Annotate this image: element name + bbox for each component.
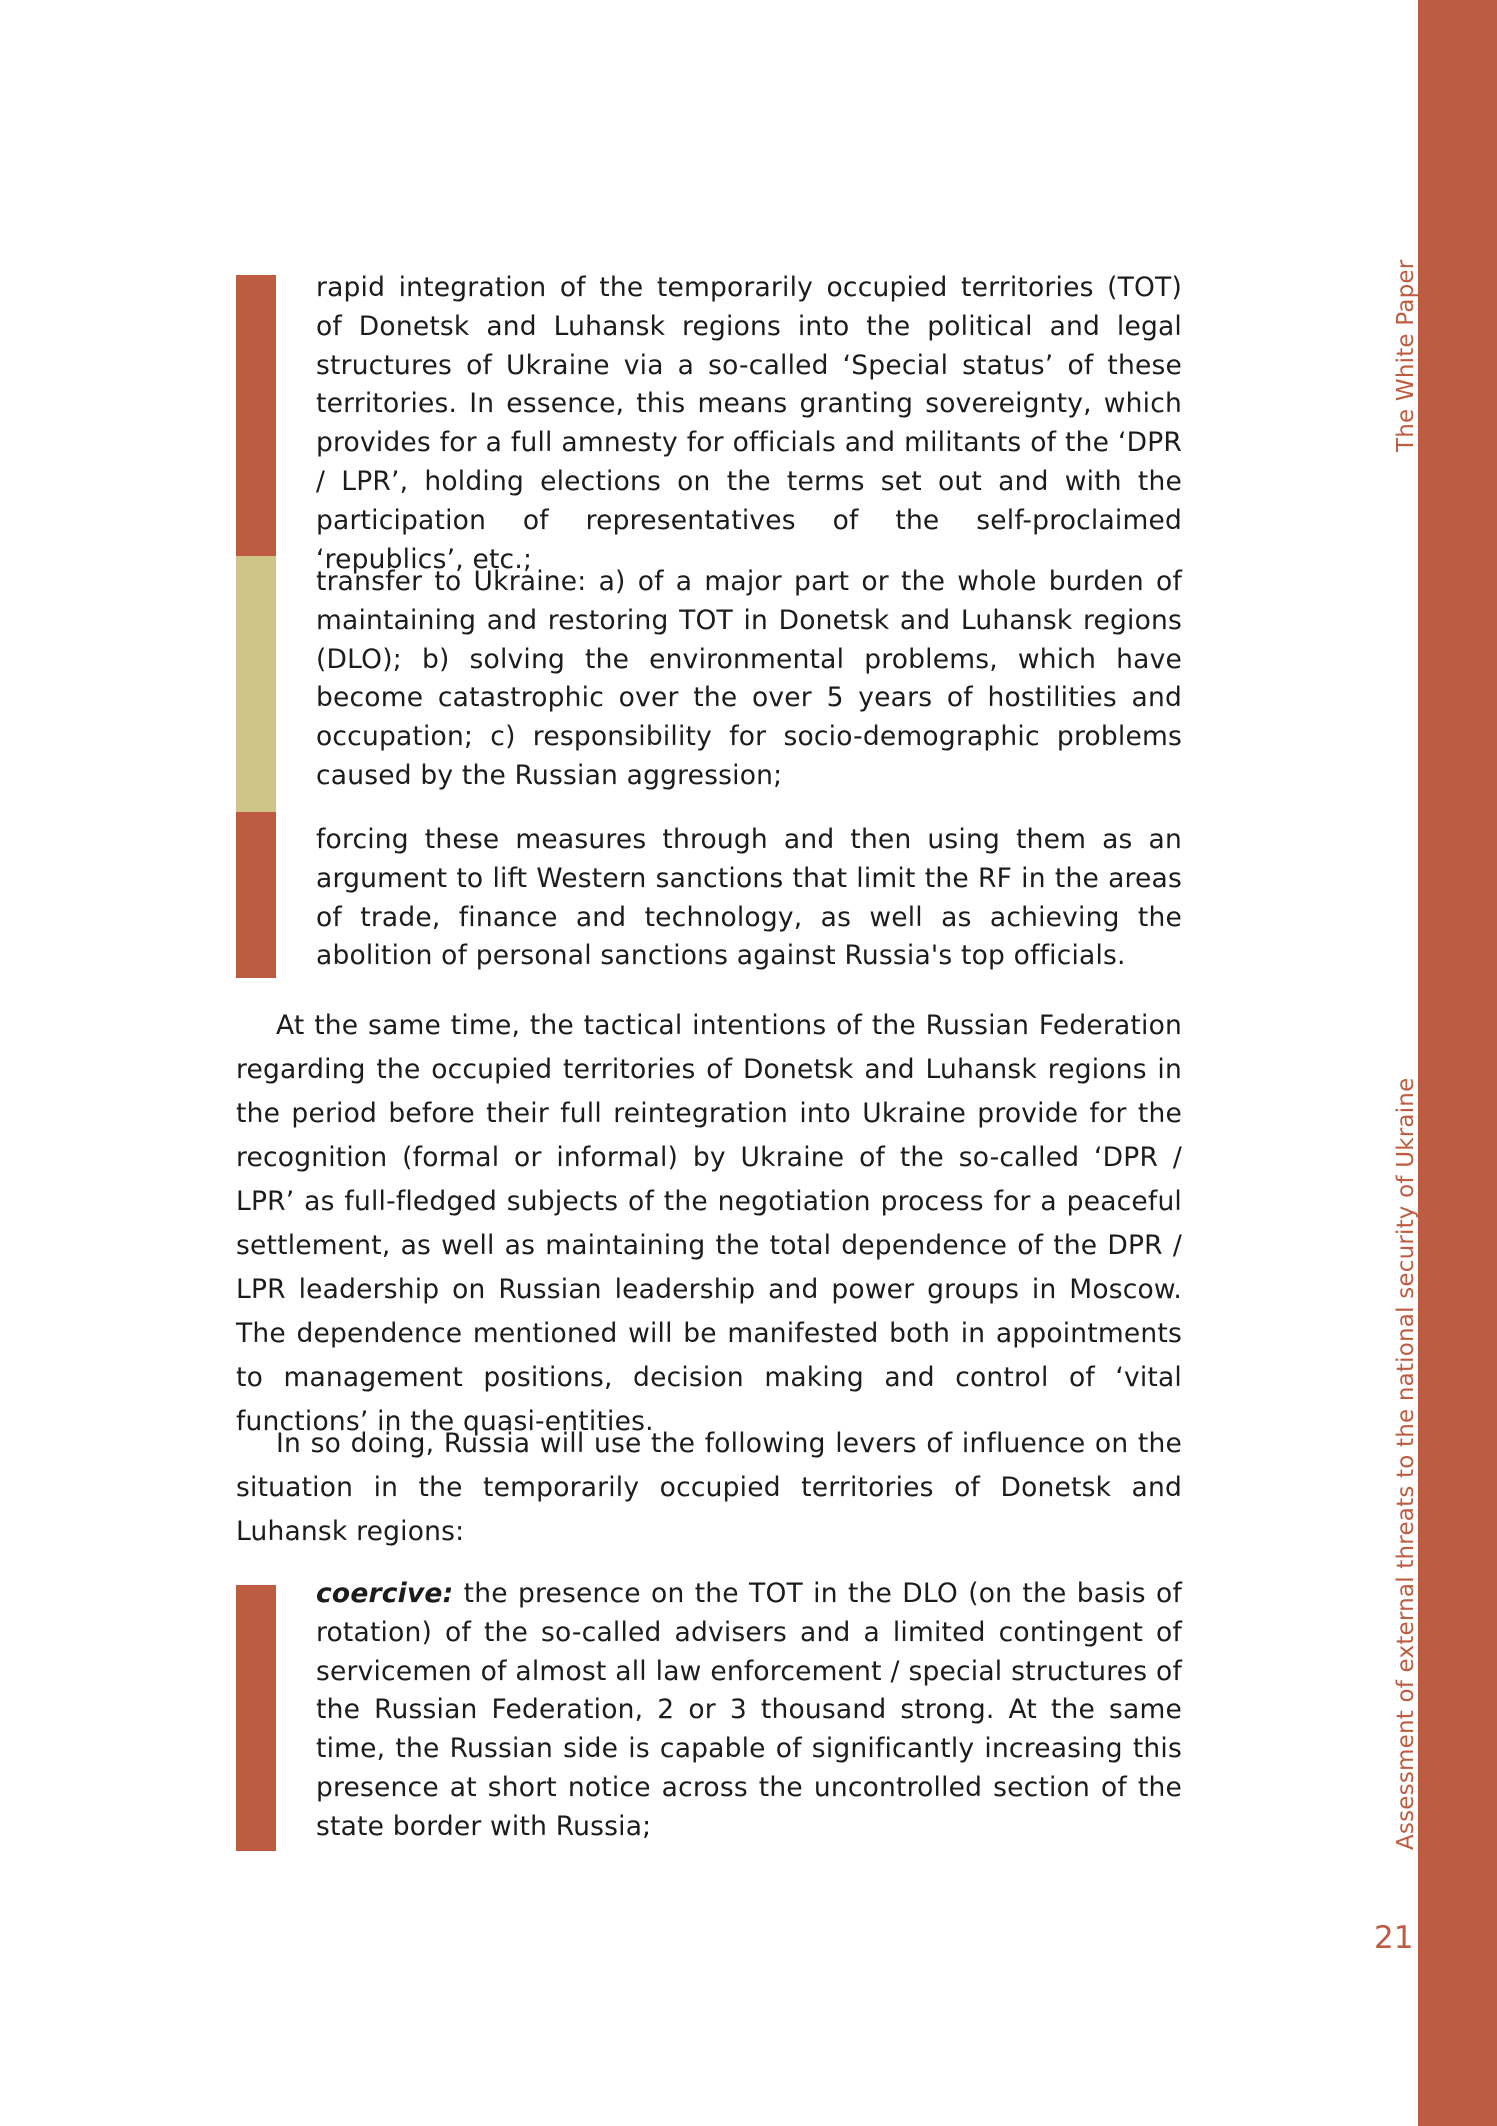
body-paragraph: At the same time, the tactical intentions of the Russian Federation regarding the occupied territories of Donetsk and Luhansk regions in the period before their full reintegration into Ukraine provide for the recognition (formal or informal) by Ukraine of the so-called ‘DPR / LPR’ as full-fledged subjects of the negotiation process for a peaceful settlement, as well as maintaining the total dependence of the DPR / LPR leadership on Russian leadership and power groups in Moscow. The dependence mentioned will be manifested both in appointments to management positions, decision making and control of ‘vital functions’ in the quasi-entities.	[236, 1010, 1182, 1437]
list-item	[316, 1575, 1182, 1847]
list-marker	[236, 556, 276, 812]
list-marker	[236, 812, 276, 978]
list-item: rapid integration of the temporarily occupied territories (TOT) of Donetsk and Luhansk regions into the political and legal structures of Ukraine via a so-called ‘Special status’ of these territories. In essence, this means granting sovereignty, which provides for a full amnesty for officials and militants of the ‘DPR / LPR’, holding elections on the terms set out and with the participation of representatives of the self-proclaimed ‘republics’, etc.;	[316, 272, 1182, 575]
running-header: The White Paper	[1393, 259, 1419, 452]
page-number: 21	[1374, 1920, 1414, 1956]
section-title: Assessment of external threats to the national security of Ukraine	[1393, 1077, 1419, 1850]
list-item: forcing these measures through and then using them as an argument to lift Western sanctions that limit the RF in the areas of trade, finance and technology, as well as achieving the abolition of personal sanctions against Russia's top officials.	[316, 824, 1182, 972]
item-lead-term: coercive:	[316, 1578, 454, 1609]
list-item: transfer to Ukraine: a) of a major part or the whole burden of maintaining and restoring TOT in Donetsk and Luhansk regions (DLO); b) solving the environmental problems, which have become catastrophic over the over 5 years of hostilities and occupation; c) responsibility for socio-demographic problems caused by the Russian aggression;	[316, 566, 1182, 791]
list-marker	[236, 1585, 276, 1851]
side-color-band	[1418, 0, 1497, 2126]
body-paragraph: In so doing, Russia will use the following levers of influence on the situation in the temporarily occupied territories of Donetsk and Luhansk regions:	[236, 1428, 1182, 1547]
list-marker	[236, 275, 276, 556]
item-text: the presence on the TOT in the DLO (on the basis of rotation) of the so-called advisers and a limited contingent of servicemen of almost all law enforcement / special structures of the Russian Federation, 2 or 3 thousand strong. At the same time, the Russian side is capable of significantly increasing this presence at short notice across the uncontrolled section of the state border with Russia;	[316, 1578, 1182, 1842]
